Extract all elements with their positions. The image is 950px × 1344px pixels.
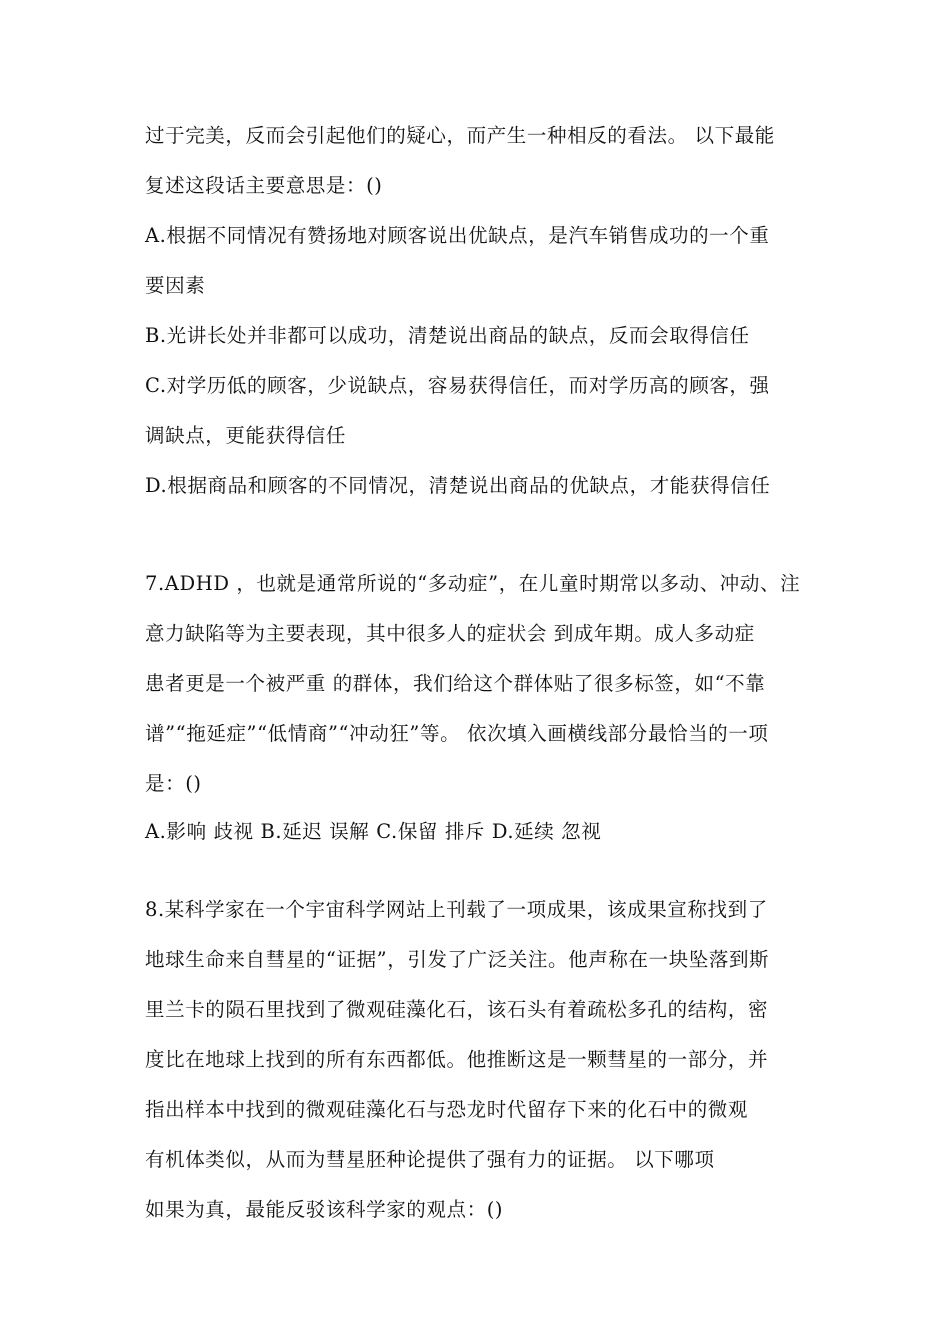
option-c-line: C.对学历低的顾客，少说缺点，容易获得信任，而对学历高的顾客，强 [145, 374, 770, 397]
text-line: 度比在地球上找到的所有东西都低。他推断这是一颗彗星的一部分，并 [145, 1048, 769, 1071]
question-7-line: 7.ADHD ，也就是通常所说的“多动症”，在儿童时期常以多动、冲动、注 [145, 572, 801, 595]
option-b-line: B.光讲长处并非都可以成功，清楚说出商品的缺点，反而会取得信任 [145, 324, 750, 347]
text-line: 有机体类似，从而为彗星胚种论提供了强有力的证据。 以下哪项 [145, 1148, 715, 1171]
text-line: 过于完美，反而会引起他们的疑心，而产生一种相反的看法。 以下最能 [145, 124, 775, 147]
text-line: 谱”“拖延症”“低情商”“冲动狂”等。 依次填入画横线部分最恰当的一项 [145, 722, 769, 745]
text-line: 复述这段话主要意思是：() [145, 174, 383, 197]
text-line: 指出样本中找到的微观硅藻化石与恐龙时代留存下来的化石中的微观 [145, 1098, 749, 1121]
options-line: A.影响 歧视 B.延迟 误解 C.保留 排斥 D.延续 忽视 [145, 820, 602, 843]
text-line: 患者更是一个被严重 的群体，我们给这个群体贴了很多标签，如“不靠 [145, 672, 766, 695]
text-line: 里兰卡的陨石里找到了微观硅藻化石，该石头有着疏松多孔的结构，密 [145, 998, 769, 1021]
text-line: 是：() [145, 772, 202, 795]
document-page [145, 0, 815, 1344]
option-d-line: D.根据商品和顾客的不同情况，清楚说出商品的优缺点，才能获得信任 [145, 474, 771, 497]
text-line: 如果为真，最能反驳该科学家的观点：() [145, 1198, 504, 1221]
text-line: 要因素 [145, 274, 206, 297]
option-a-line: A.根据不同情况有赞扬地对顾客说出优缺点，是汽车销售成功的一个重 [145, 224, 770, 247]
text-line: 地球生命来自彗星的“证据”，引发了广泛关注。他声称在一块坠落到斯 [145, 948, 770, 971]
text-line: 调缺点，更能获得信任 [145, 424, 347, 447]
question-8-line: 8.某科学家在一个宇宙科学网站上刊载了一项成果，该成果宣称找到了 [145, 898, 768, 921]
text-line: 意力缺陷等为主要表现，其中很多人的症状会 到成年期。成人多动症 [145, 622, 755, 645]
